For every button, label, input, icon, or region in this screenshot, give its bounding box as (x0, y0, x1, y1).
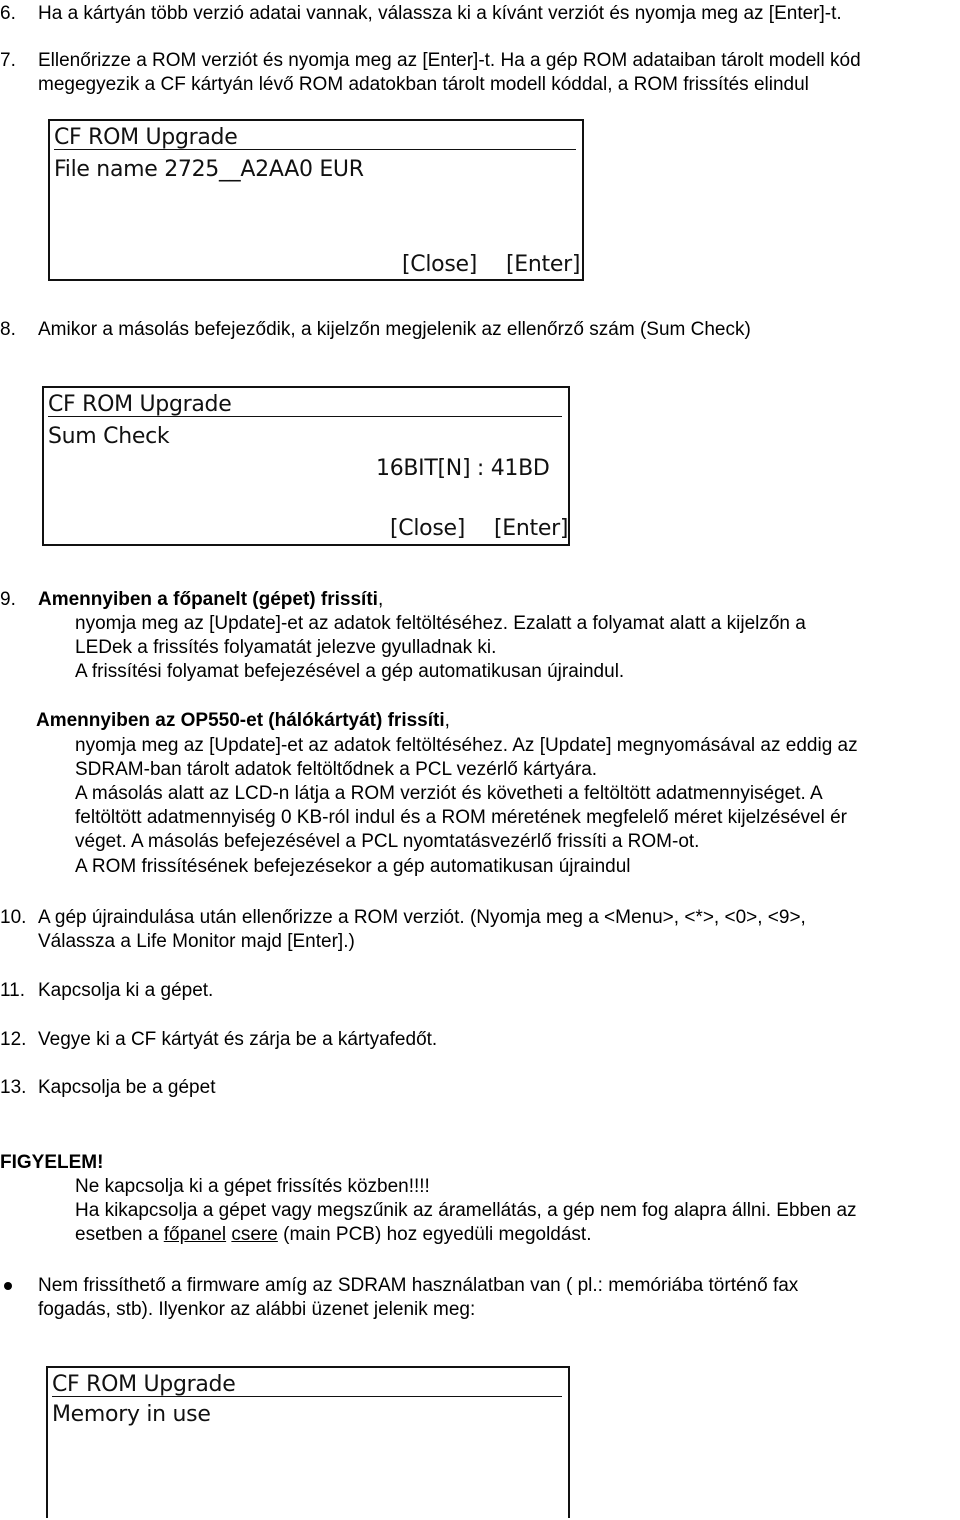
step-8-number: 8. (0, 319, 16, 340)
lcd-close-button[interactable]: [Close] (390, 516, 465, 541)
warning-line-3 (75, 1223, 592, 1247)
step-9-line-6: A másolás alatt az LCD-n látja a ROM verziót és követheti a feltöltött adatmennyiséget. A (75, 783, 823, 804)
step-10-line-2: Válassza a Life Monitor majd [Enter].) (38, 931, 355, 952)
lcd-title: CF ROM Upgrade (52, 1372, 236, 1397)
note-line-2: fogadás, stb). Ilyenkor az alábbi üzenet jelenik meg: (38, 1299, 476, 1320)
warning-title: FIGYELEM! (0, 1152, 104, 1173)
lcd-screen-file-name (48, 119, 584, 281)
step-13-text: Kapcsolja be a gépet (38, 1077, 216, 1098)
step-11-number: 11. (0, 980, 26, 1001)
lcd-enter-button[interactable]: [Enter] (506, 252, 581, 277)
step-9-line-5: SDRAM-ban tárolt adatok feltöltődnek a PCL vezérlő kártyára. (75, 759, 598, 780)
step-9-line-9: A ROM frissítésének befejezésekor a gép automatikusan újraindul (75, 856, 631, 877)
step-9-line-8: véget. A másolás befejezésével a PCL nyomtatásvezérlő frissíti a ROM-ot. (75, 831, 700, 852)
step-9-heading-2-tail: , (444, 710, 450, 731)
lcd-memory-in-use: Memory in use (52, 1402, 211, 1427)
step-6-number: 6. (0, 3, 16, 24)
step-9-line-3: A frissítési folyamat befejezésével a gép automatikusan újraindul. (75, 661, 625, 682)
step-9-line-1: nyomja meg az [Update]-et az adatok feltöltéséhez. Ezalatt a folyamat alatt a kijelzőn a (75, 613, 806, 634)
lcd-enter-button[interactable]: [Enter] (494, 516, 569, 541)
step-7-number: 7. (0, 50, 16, 71)
lcd-sum-check-value: 16BIT[N] : 41BD (376, 456, 550, 481)
step-9-heading-bold: Amennyiben a főpanelt (gépet) frissíti (38, 589, 378, 610)
step-9-heading (38, 588, 383, 612)
step-10-number: 10. (0, 907, 27, 928)
step-7-line-2: megegyezik a CF kártyán lévő ROM adatokban tárolt modell kóddal, a ROM frissítés elindul (38, 74, 809, 95)
step-11-text: Kapcsolja ki a gépet. (38, 980, 214, 1001)
lcd-screen-memory-in-use (46, 1366, 570, 1518)
lcd-screen-sum-check (42, 386, 570, 546)
step-10-line-1: A gép újraindulása után ellenőrizze a ROM verziót. (Nyomja meg a <Menu>, <*>, <0>, <9>, (38, 907, 806, 928)
step-9-line-2: LEDek a frissítés folyamatát jelezve gyulladnak ki. (75, 637, 497, 658)
step-9-line-4: nyomja meg az [Update]-et az adatok feltöltéséhez. Az [Update] megnyomásával az eddig az (75, 735, 858, 756)
step-13-number: 13. (0, 1077, 27, 1098)
step-9-line-7: feltöltött adatmennyiség 0 KB-ról indul és a ROM méretének megfelelő méret kijelzésével ér (75, 807, 847, 828)
lcd-title-rule (54, 149, 576, 150)
warning-line-1: Ne kapcsolja ki a gépet frissítés közben!!!! (75, 1176, 430, 1197)
step-12-number: 12. (0, 1029, 27, 1050)
step-9-number: 9. (0, 589, 16, 610)
warning-underlined-main-panel: főpanel (163, 1224, 227, 1245)
lcd-close-button[interactable]: [Close] (402, 252, 477, 277)
step-9-heading-tail: , (377, 589, 384, 610)
lcd-title: CF ROM Upgrade (54, 125, 238, 150)
lcd-file-name: File name 2725__A2AA0 EUR (54, 157, 364, 182)
warning-underlined-replace: csere (231, 1224, 278, 1245)
warning-line-3-pre: esetben a (75, 1224, 164, 1245)
step-12-text: Vegye ki a CF kártyát és zárja be a kártyafedőt. (38, 1029, 438, 1050)
note-line-1: Nem frissíthető a firmware amíg az SDRAM használatban van ( pl.: memóriába történő fax (38, 1275, 799, 1296)
lcd-sum-check-label: Sum Check (48, 424, 170, 449)
step-6-text: Ha a kártyán több verzió adatai vannak, válassza ki a kívánt verziót és nyomja meg az [Enter]-t. (38, 3, 842, 24)
step-7-line-1: Ellenőrizze a ROM verziót és nyomja meg az [Enter]-t. Ha a gép ROM adataiban tárolt modell kód (38, 50, 861, 71)
step-9-heading-2 (36, 709, 450, 733)
lcd-title-rule (48, 416, 562, 417)
warning-line-2: Ha kikapcsolja a gépet vagy megszűnik az áramellátás, a gép nem fog alapra állni. Ebben az (75, 1200, 857, 1221)
step-8-text: Amikor a másolás befejeződik, a kijelzőn megjelenik az ellenőrző szám (Sum Check) (38, 319, 751, 340)
step-9-heading-2-bold: Amennyiben az OP550-et (hálókártyát) frissíti (36, 710, 445, 731)
warning-line-3-post: (main PCB) hoz egyedüli megoldást. (277, 1224, 592, 1245)
lcd-title: CF ROM Upgrade (48, 392, 232, 417)
lcd-title-rule (52, 1396, 562, 1397)
bullet-icon (4, 1282, 12, 1290)
